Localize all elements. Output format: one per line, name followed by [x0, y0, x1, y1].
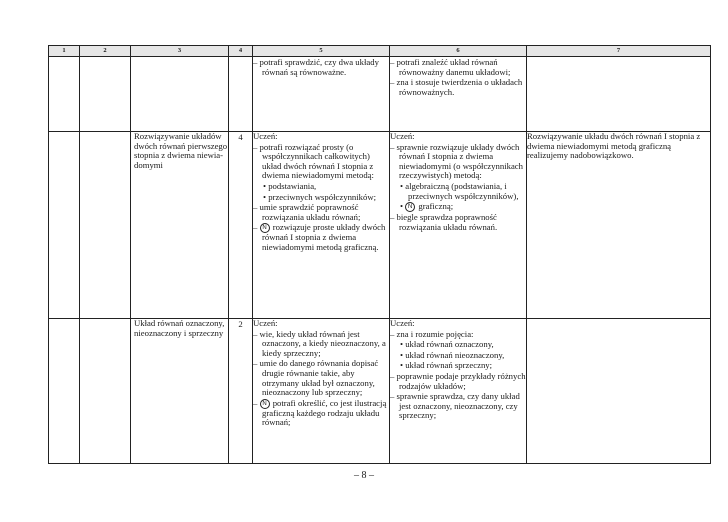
basic-requirement-item: – umie do danego równania dopisać drugie równanie takie, aby otrzymany układ był oznaczony, nieoznaczony lub sprzeczny; [253, 358, 379, 398]
bullet-item: • układ równań nieoznaczony, [400, 349, 505, 360]
extended-requirement-item: – sprawnie sprawdza, czy dany układ jest oznaczony, nieoznaczony, czy sprzeczny; [390, 391, 520, 421]
remarks-cell [527, 319, 711, 464]
section-cell [80, 57, 131, 132]
page-number: – 8 – [354, 470, 374, 481]
bullet-item: • przeciwnych współczynników; [263, 191, 377, 202]
bullet-item: • algebraiczną (podstawiania, i przeciwnych współczynników), [400, 180, 519, 201]
bullet-item: • układ równań oznaczony, [400, 339, 494, 350]
basic-requirements-cell [253, 319, 390, 464]
hours-cell [229, 57, 253, 132]
column-number: 5 [253, 46, 390, 57]
basic-requirement-item: – potrafi sprawdzić, czy dwa układy równań są równoważne. [253, 57, 379, 77]
topic-cell: Układ równań oznaczony, nieoznaczony i sprzeczny [131, 319, 229, 464]
section-cell [80, 319, 131, 464]
column-lead-text: Uczeń: [253, 131, 278, 141]
column-number-row [49, 46, 711, 57]
column-number: 2 [80, 46, 131, 57]
basic-requirement-item: – wie, kiedy układ równań jest oznaczony, a kiedy nieoznaczony, a kiedy sprzeczny; [253, 328, 386, 358]
bullet-item: • podstawiania, [263, 180, 317, 191]
bullet-item: • układ równań sprzeczny; [400, 360, 493, 371]
extended-level-n-icon: N [260, 223, 270, 233]
column-number: 6 [390, 46, 527, 57]
remarks-cell [527, 57, 711, 132]
remarks-cell: Rozwiązywanie układu dwóch równań I stopnia z dwiema niewiadomymi metodą graficzną realizujemy nadobowiązkowo. [527, 132, 711, 319]
curriculum-table [48, 45, 711, 464]
basic-requirements-cell [253, 132, 390, 319]
basic-requirement-item: – umie sprawdzić poprawność rozwiązania układu równań; [253, 202, 361, 222]
extended-requirements-cell [390, 319, 527, 464]
extended-requirement-item: – zna i stosuje twierdzenia o układach równoważnych. [390, 77, 523, 97]
column-lead-text: Uczeń: [253, 318, 278, 328]
lesson-number-cell [49, 57, 80, 132]
bullet-item: • N graficzną; [400, 201, 454, 212]
hours-cell: 2 [229, 319, 253, 464]
section-cell [80, 132, 131, 319]
extended-requirement-item: – sprawnie rozwiązuje układy dwóch równań I stopnia z dwiema niewiadomymi (o współczynnikach rzeczywistych) metodą: [390, 141, 524, 181]
basic-requirement-item: – N potrafi określić, co jest ilustracją graficzną każdego rodzaju układu równań; [253, 397, 387, 428]
column-number: 3 [131, 46, 229, 57]
lesson-number-cell [49, 319, 80, 464]
column-lead-text: Uczeń: [390, 318, 415, 328]
basic-requirements-cell [253, 57, 390, 132]
extended-level-n-icon: N [405, 202, 415, 212]
extended-requirement-item: – potrafi znaleźć układ równań równoważny danemu układowi; [390, 57, 511, 77]
extended-requirement-item: – biegle sprawdza poprawność rozwiązania układu równań. [390, 212, 498, 232]
topic-cell [131, 57, 229, 132]
column-lead-text: Uczeń: [390, 131, 415, 141]
column-number: 7 [527, 46, 711, 57]
extended-requirement-item: – zna i rozumie pojęcia: [390, 328, 474, 339]
topic-cell: Rozwiązywanie układów dwóch równań pierwszego stopnia z dwiema niewiadomymi [131, 132, 229, 319]
lesson-number-cell [49, 132, 80, 319]
basic-requirement-item: – potrafi rozwiązać prosty (o współczynnikach całkowitych) układ dwóch równań I stopnia z dwiema niewiadomymi metodą: [253, 141, 374, 181]
extended-level-n-icon: N [260, 399, 270, 409]
extended-requirement-item: – poprawnie podaje przykłady różnych rodzajów układów; [390, 370, 526, 391]
extended-requirements-cell [390, 132, 527, 319]
basic-requirement-item: – N rozwiązuje proste układy dwóch równań I stopnia z dwiema niewiadomymi metodą graficzną. [253, 222, 386, 252]
hours-cell: 4 [229, 132, 253, 319]
column-number: 1 [49, 46, 80, 57]
table-row [49, 319, 711, 464]
table-row [49, 132, 711, 319]
extended-requirements-cell [390, 57, 527, 132]
table-row [49, 57, 711, 132]
column-number: 4 [229, 46, 253, 57]
